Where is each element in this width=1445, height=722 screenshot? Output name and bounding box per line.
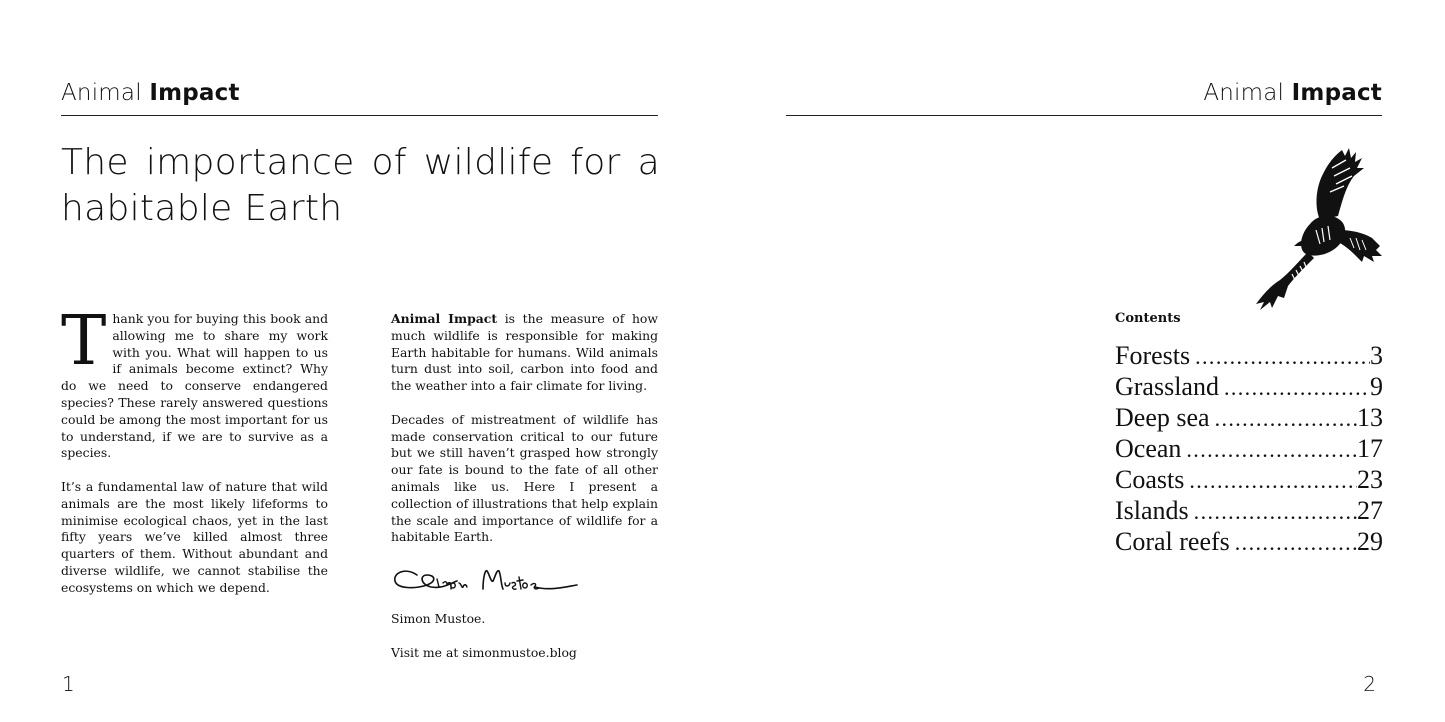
toc-entry-page: 17 [1357,434,1383,463]
toc-entry-leader [1224,373,1370,403]
toc-entry-page: 9 [1370,372,1383,401]
toc-entry[interactable] [1115,434,1383,465]
author-signature [391,563,581,597]
left-page [0,0,722,722]
header-rule-right [786,115,1382,116]
toc-entry-title: Coral reefs [1115,527,1230,556]
toc-entry[interactable] [1115,403,1383,434]
drop-cap: T [61,302,107,381]
toc-entry[interactable] [1115,465,1383,496]
running-head-bold: Impact [149,80,240,106]
page-number-left: 1 [62,672,75,696]
toc-entry-title: Forests [1115,341,1191,370]
toc-entry-leader [1194,497,1357,527]
running-head-left [61,80,240,106]
running-head-light: Animal [1203,80,1285,106]
eagle-illustration [1250,146,1383,310]
running-head-bold: Impact [1291,80,1382,106]
right-page [723,0,1445,722]
intro-paragraph-3-text: is the measure of how much wildlife is responsible for making Earth habitable for humans. Wild animals turn dust into soil, carbon into food and the weather into a fair climate for living. [391,311,659,394]
toc-entry-leader [1235,528,1357,558]
toc-entry-page: 13 [1357,403,1383,432]
toc-entry-leader [1195,342,1370,372]
toc-entry-page: 29 [1357,527,1383,556]
toc-entry-title: Islands [1115,496,1189,525]
toc-entry-title: Ocean [1115,434,1182,463]
running-head-light: Animal [61,80,142,106]
toc-entry-page: 27 [1357,496,1383,525]
intro-paragraph-1-text: hank you for buying this book and allowing me to share my work with you. What will happen to us if animals become extinct? Why do we need to conserve endangered species? These rarely answered questions could be among the most important for us to understand, if we are to survive as a species. [61,311,328,461]
animal-impact-term: Animal Impact [391,311,498,326]
author-name: Simon Mustoe. [391,610,486,626]
intro-paragraph-4: Decades of mistreatment of wildlife has made conservation critical to our future but we still haven’t grasped how strongly our fate is bound to the fate of all other animals like us. Here I present a collection of illustrations that help explain the scale and importance of wildlife for a habitable Earth. [391,411,658,545]
intro-paragraph-1 [61,302,328,462]
intro-column-2 [391,311,658,678]
running-head-right [1203,80,1382,106]
author-website: Visit me at simonmustoe.blog [391,644,577,660]
toc-entry-leader [1186,435,1357,465]
toc-entry-page: 23 [1357,465,1383,494]
toc-entry[interactable] [1115,372,1383,403]
intro-paragraph-3 [391,311,658,395]
toc-entry-leader [1189,466,1357,496]
intro-column-1 [61,302,328,613]
contents-heading: Contents [1115,311,1181,326]
toc-entry-page: 3 [1370,341,1383,370]
intro-paragraph-2: It’s a fundamental law of nature that wild animals are the most likely lifeforms to minimise ecological chaos, yet in the last fifty years we’ve killed almost three quarters of them. Without abundant and diverse wildlife, we cannot stabilise the ecosystems on which we depend. [61,478,328,595]
toc-entry-title: Grassland [1115,372,1219,401]
toc-entry[interactable] [1115,341,1383,372]
toc-entry-leader [1215,404,1357,434]
table-of-contents [1115,341,1383,558]
toc-entry[interactable] [1115,496,1383,527]
toc-entry-title: Coasts [1115,465,1185,494]
header-rule-left [61,115,658,116]
page-title-line-2: habitable Earth [61,188,343,229]
toc-entry[interactable] [1115,527,1383,558]
page-number-right: 2 [1363,672,1376,696]
page-title [61,140,660,232]
page-title-line-1: The importance of wildlife for a [61,142,660,183]
toc-entry-title: Deep sea [1115,403,1210,432]
